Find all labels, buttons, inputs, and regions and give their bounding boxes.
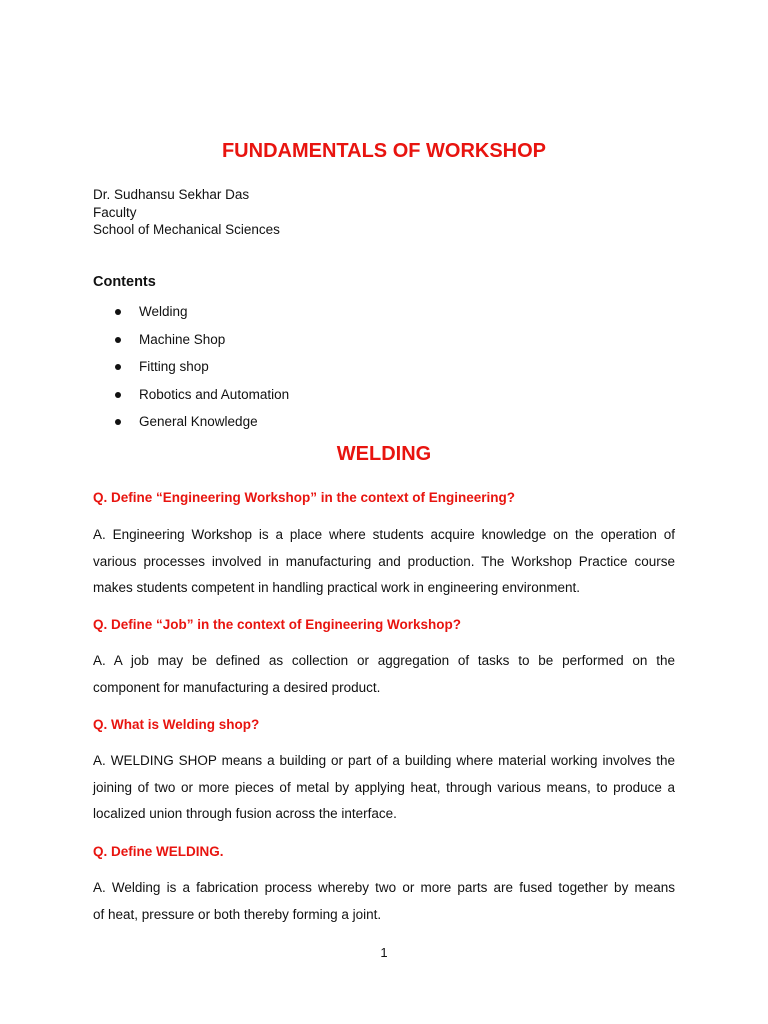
bullet-icon bbox=[115, 309, 121, 315]
answer-line: various processes involved in manufacturing and production. The Workshop Practice course bbox=[93, 553, 675, 569]
answer-line: A. WELDING SHOP means a building or part of a building where material working involves the bbox=[93, 753, 675, 768]
author-name: Dr. Sudhansu Sekhar Das bbox=[93, 187, 250, 202]
document-title: FUNDAMENTALS OF WORKSHOP bbox=[221, 140, 547, 162]
contents-item-label: Machine Shop bbox=[139, 331, 226, 347]
contents-heading: Contents bbox=[93, 274, 156, 290]
contents-item bbox=[115, 302, 289, 330]
author-block bbox=[93, 186, 280, 239]
answer-line: makes students competent in handling practical work in engineering environment. bbox=[93, 580, 581, 595]
contents-item-label: Fitting shop bbox=[139, 359, 209, 374]
contents-item bbox=[115, 385, 289, 413]
answer-text bbox=[93, 522, 675, 602]
bullet-icon bbox=[115, 419, 121, 425]
question-text: Q. What is Welding shop? bbox=[93, 717, 260, 732]
answer-line: A. A job may be defined as collection or aggregation of tasks to be performed on the bbox=[93, 653, 675, 668]
question-text: Q. Define “Job” in the context of Engineering Workshop? bbox=[93, 617, 462, 632]
contents-item bbox=[115, 330, 289, 358]
bullet-icon bbox=[115, 364, 121, 370]
section-heading: WELDING bbox=[336, 443, 432, 465]
answer-text bbox=[93, 648, 675, 701]
page-number: 1 bbox=[380, 945, 388, 960]
question-text: Q. Define WELDING. bbox=[93, 844, 224, 859]
contents-item-label: Welding bbox=[139, 304, 188, 319]
author-role: Faculty bbox=[93, 204, 137, 220]
question-text: Q. Define “Engineering Workshop” in the context of Engineering? bbox=[93, 490, 516, 505]
answer-line: component for manufacturing a desired product. bbox=[93, 679, 381, 695]
answer-line: joining of two or more pieces of metal by applying heat, through various means, to produce a bbox=[93, 779, 675, 795]
contents-item bbox=[115, 412, 289, 440]
answer-text bbox=[93, 875, 675, 928]
contents-item-label: General Knowledge bbox=[139, 414, 258, 429]
bullet-icon bbox=[115, 337, 121, 343]
contents-item bbox=[115, 357, 289, 385]
answer-line: A. Welding is a fabrication process whereby two or more parts are fused together by means bbox=[93, 880, 675, 895]
answer-line: A. Engineering Workshop is a place where students acquire knowledge on the operation of bbox=[93, 527, 675, 542]
contents-list bbox=[115, 302, 289, 440]
answer-line: localized union through fusion across the interface. bbox=[93, 806, 397, 821]
answer-line: of heat, pressure or both thereby forming a joint. bbox=[93, 906, 382, 922]
answer-text bbox=[93, 748, 675, 828]
bullet-icon bbox=[115, 392, 121, 398]
contents-item-label: Robotics and Automation bbox=[139, 386, 290, 402]
author-affiliation: School of Mechanical Sciences bbox=[93, 222, 280, 237]
